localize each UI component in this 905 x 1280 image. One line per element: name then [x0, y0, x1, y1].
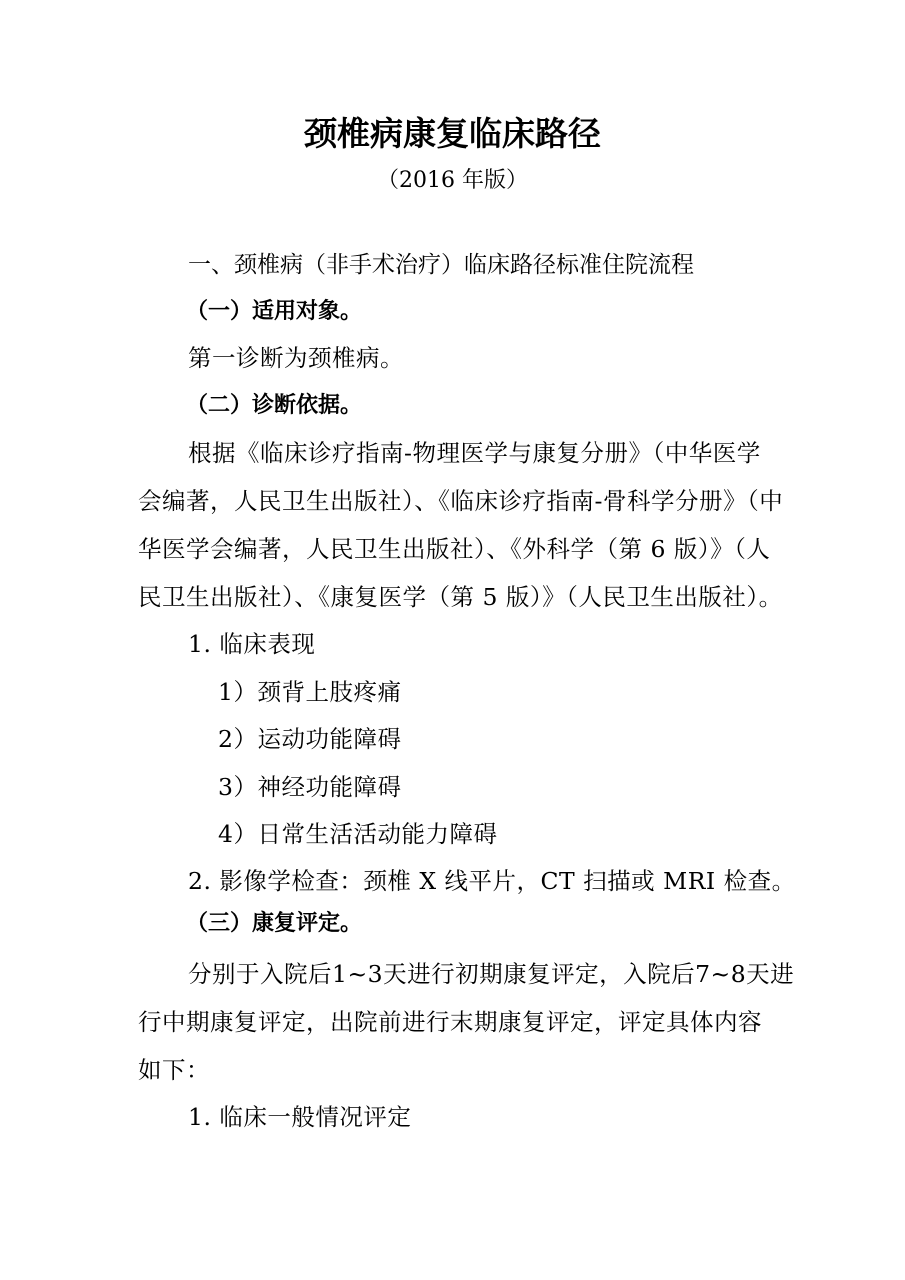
clinical-list-item: 3）神经功能障碍	[218, 773, 402, 801]
clinical-list-item: 1）颈背上肢疼痛	[218, 678, 402, 706]
clinical-list-item: 4）日常生活活动能力障碍	[218, 820, 498, 848]
applicable-text: 第一诊断为颈椎病。	[188, 344, 404, 372]
diagnosis-line: 根据《临床诊疗指南-物理医学与康复分册》（中华医学	[188, 439, 761, 467]
section-heading-1: 一、颈椎病（非手术治疗）临床路径标准住院流程	[188, 252, 694, 278]
diagnosis-line: 会编著，人民卫生出版社）、《临床诊疗指南-骨科学分册》（中	[138, 487, 784, 515]
clinical-manifestation-heading: 1. 临床表现	[188, 630, 316, 658]
imaging-exam-text: 2. 影像学检查：颈椎 X 线平片，CT 扫描或 MRI 检查。	[188, 867, 796, 895]
assessment-line: 如下：	[138, 1056, 210, 1084]
subsection-heading-assessment: （三）康复评定。	[186, 911, 363, 936]
diagnosis-line: 民卫生出版社）、《康复医学（第 5 版）》（人民卫生出版社）。	[138, 583, 783, 611]
subsection-heading-diagnosis: （二）诊断依据。	[186, 393, 363, 418]
subsection-heading-applicable: （一）适用对象。	[186, 299, 363, 324]
clinical-list-item: 2）运动功能障碍	[218, 725, 402, 753]
assessment-line: 分别于入院后1~3天进行初期康复评定，入院后7~8天进	[188, 960, 795, 988]
diagnosis-line: 华医学会编著，人民卫生出版社）、《外科学（第 6 版）》（人	[138, 535, 771, 563]
assessment-line: 行中期康复评定，出院前进行末期康复评定，评定具体内容	[138, 1008, 762, 1036]
document-title: 颈椎病康复临床路径	[304, 114, 601, 153]
assessment-item-1: 1. 临床一般情况评定	[188, 1103, 412, 1131]
document-subtitle: （2016 年版）	[377, 168, 528, 193]
